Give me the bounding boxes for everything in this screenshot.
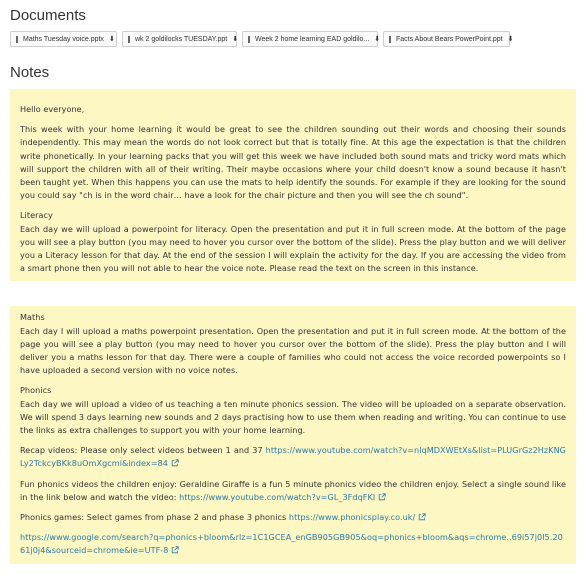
literacy-heading: Literacy [20,210,53,221]
download-icon[interactable]: ⬇ [507,35,514,43]
download-icon[interactable]: ⬇ [232,35,239,43]
documents-list [0,24,586,49]
document-button[interactable] [383,31,514,47]
fun-phonics-line [20,478,566,504]
document-name: Maths Tuesday voice.pptx [23,35,104,43]
file-icon [16,36,18,43]
external-link-icon[interactable] [171,546,179,554]
external-link-icon[interactable] [418,513,426,521]
phonics-games-line [20,511,566,524]
document-button[interactable] [10,31,117,47]
file-icon [389,36,391,43]
file-icon [248,36,250,43]
fun-phonics-link[interactable]: https://www.youtube.com/watch?v=GL_3FdqFKI [179,491,376,502]
fun-phonics-text: Fun phonics videos the children enjoy: Geraldine Giraffe is a fun 5 minute phonics video the children enjoy. Select a single sound like in the link below and watch the video: [20,478,566,502]
note-card-maths-phonics [10,306,576,563]
document-button[interactable] [122,31,237,47]
phonics-games-text: Phonics games: Select games from phase 2 and phase 3 phonics [20,512,289,523]
external-link-icon[interactable] [378,493,386,501]
recap-videos-line [20,444,566,470]
note-intro-text: This week with your home learning it would be great to see the children sounding out their words and choosing their sounds independently. This may mean the words do not look correct but that is totally fine. At this age the expectation is that the children write phonetically. In your learning packs that you will get this week we have included both sound mats and tricky word mats which will support the children with all of their writing. Their maybe occasions where your child doesn't know a sound because it hasn't been taught yet. When this happens you can use the mats to help identify the sounds. For example if they are looking for the sound you could say "ch is in the word chair… have a look for the chair picture and then you will see the ch sound". [20,124,566,201]
google-search-link[interactable]: https://www.google.com/search?q=phonics+bloom&rlz=1C1GCEA_enGB905GB905&oq=phonics+bloom&aqs=chrome..69i57j0l5.2061j0j4&sourceid=chrome&ie=UTF-8 [20,532,563,556]
external-link-icon[interactable] [171,459,179,467]
download-icon[interactable]: ⬇ [374,35,381,43]
phonics-heading: Phonics [20,385,52,396]
document-button[interactable] [242,31,381,47]
note-greeting: Hello everyone, [20,104,85,114]
document-name: Week 2 home learning EAD goldilo... [255,35,370,43]
maths-heading: Maths [20,312,45,323]
notes-heading: Notes [10,64,50,81]
documents-heading: Documents [10,7,86,24]
recap-videos-link[interactable]: https://www.youtube.com/watch?v=nlqMDXWEtXs&list=PLUGrGz2HzKNGLy2TckcyBKk8uOmXgcmi&index=84 [20,445,566,469]
maths-text: Each day I will upload a maths powerpoint presentation. Open the presentation and put it in full screen mode. At the bottom of the page you will see a play button (you may need to hover you cursor over the bottom of the slide). Press the play button and I will deliver you a maths lesson for that day. There were a couple of families who could not access the voice recorded powerpoints so I have uploaded a second version with no voice notes. [20,325,566,376]
phonics-text: Each day we will upload a video of us teaching a ten minute phonics session. The video will be uploaded on a separate observation. We will spend 3 days learning new sounds and 2 days practising how to use them when reading and writing. You can continue to use the links as extra challenges to support you with your home learning. [20,398,566,436]
note-card-literacy [10,89,576,281]
download-icon[interactable]: ⬇ [108,35,115,43]
document-name: wk 2 goldilocks TUESDAY.ppt [135,35,228,43]
file-icon [128,36,130,43]
literacy-text: Each day we will upload a powerpoint for literacy. Open the presentation and put it in full screen mode. At the bottom of the page you will see a play button (you may need to hover you cursor over the bottom of the slide). Press the play button and we will deliver you a Literacy lesson for that day. At the end of the session I will explain the activity for the day. If you are accessing the video from a smart phone then you will not able to hear the voice note. Please read the text on the screen in this instance. [20,223,566,274]
document-name: Facts About Bears PowerPoint.ppt [396,35,503,43]
recap-videos-text: Recap videos: Please only select videos between 1 and 37 [20,445,266,456]
google-search-line [20,531,566,557]
phonics-games-link[interactable]: https://www.phonicsplay.co.uk/ [288,512,416,523]
